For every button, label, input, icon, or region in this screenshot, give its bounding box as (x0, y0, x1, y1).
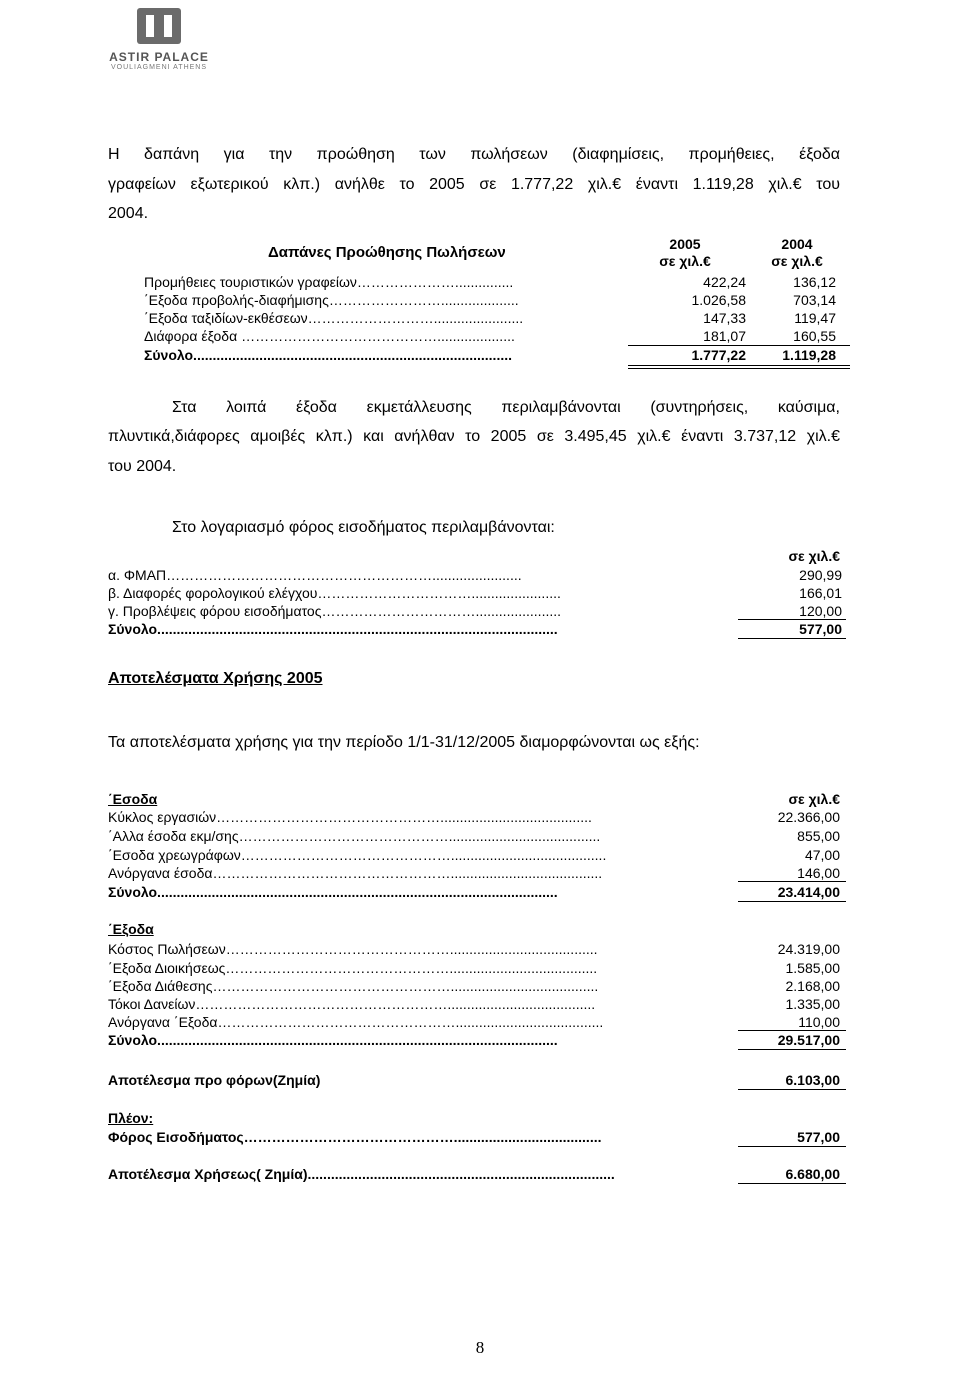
tax-row-label: β. Διαφορές φορολογικού ελέγχου……………………………....................... (108, 585, 561, 601)
tax-intro: Στο λογαριασμό φόρος εισοδήματος περιλαμβάνονται: (172, 519, 555, 536)
sales-row-value-2004: 703,14 (793, 292, 836, 308)
sales-row (144, 273, 844, 291)
other-expenses-line-3: του 2004. (108, 458, 177, 475)
income-unit: σε χιλ.€ (788, 791, 840, 807)
final-result-row (108, 1165, 840, 1183)
income-row (108, 846, 840, 864)
tax-row-value: 120,00 (799, 603, 842, 619)
sales-row (144, 309, 844, 327)
sales-row-value-2004: 136,12 (793, 274, 836, 290)
tax-row (108, 566, 842, 584)
incometax-row (108, 1128, 840, 1146)
sales-unit-2004: σε χιλ.€ (771, 253, 823, 269)
incometax-bottom-rule (738, 1146, 846, 1147)
sales-row (144, 291, 844, 309)
sales-total-value-2005: 1.777,22 (691, 347, 746, 363)
pretax-label: Αποτέλεσμα προ φόρων(Ζημία) (108, 1072, 321, 1088)
sales-row (144, 327, 844, 345)
tax-total-value: 577,00 (799, 621, 842, 637)
sales-total-label: Σύνολο.................................................................................. (144, 347, 513, 363)
expense-heading: ΄Εξοδα (108, 921, 154, 937)
sales-row-label: Προμήθειες τουριστικών γραφείων…………………............... (144, 274, 514, 290)
sales-unit-2005: σε χιλ.€ (659, 253, 711, 269)
income-total-label: Σύνολο....................................................................................................... (108, 884, 558, 900)
logo-emblem-icon (137, 8, 181, 44)
tax-total-bottom-rule (738, 638, 846, 639)
results-heading: Αποτελέσματα Χρήσης 2005 (108, 670, 323, 687)
tax-row (108, 584, 842, 602)
expense-total-bottom-rule (738, 1049, 846, 1050)
pretax-bottom-rule (738, 1089, 846, 1090)
income-total-top-rule (738, 881, 846, 882)
expense-row-value: 24.319,00 (777, 941, 840, 957)
expense-row-value: 110,00 (798, 1014, 840, 1030)
sales-year-2004: 2004 (781, 236, 813, 252)
sales-row-label: ΄Εξοδα ταξιδίων-εκθέσεων………………………....................... (144, 310, 524, 326)
expense-row (108, 977, 840, 995)
tax-row-value: 290,99 (799, 567, 842, 583)
sales-total-value-2004: 1.119,28 (782, 347, 836, 363)
expense-total-value: 29.517,00 (777, 1032, 840, 1048)
expense-row-label: Τόκοι Δανείων………………………………………………...................................... (108, 996, 596, 1012)
final-result-bottom-rule (738, 1183, 846, 1184)
income-row (108, 827, 840, 845)
incometax-label: Φόρος Εισοδήματος………………………………………...................................... (108, 1129, 602, 1145)
income-row-label: Κύκλος εργασιών…………………………………………....................................... (108, 809, 592, 825)
sales-row-value-2005: 181,07 (703, 328, 746, 344)
logo-name: ASTIR PALACE (109, 50, 209, 64)
sales-total-double-rule (628, 365, 850, 366)
sales-row-value-2005: 422,24 (703, 274, 746, 290)
income-row (108, 864, 840, 882)
income-row-value: 22.366,00 (777, 809, 840, 825)
income-heading: ΄Εσοδα (108, 791, 158, 807)
sales-row-value-2004: 119,47 (794, 310, 836, 326)
expense-row (108, 959, 840, 977)
sales-row-label: ΄Εξοδα προβολής-διαφήμισης…………………….................... (144, 292, 519, 308)
page-number: 8 (475, 1338, 485, 1357)
results-intro: Τα αποτελέσματα χρήσης για την περίοδο 1/1-31/12/2005 διαμορφώνονται ως εξής: (108, 734, 700, 751)
expense-row-label: Ανόργανα ΄Εξοδα……………………………………………...................................... (108, 1014, 604, 1030)
sales-year-2005: 2005 (669, 236, 701, 252)
pretax-value: 6.103,00 (785, 1072, 840, 1088)
tax-row-value: 166,01 (799, 585, 842, 601)
other-expenses-line-2: πλυντικά,διάφορες αμοιβές κλπ.) και ανήλθαν το 2005 σε 3.495,45 χιλ.€ έναντι 3.737,12 χιλ.€ (108, 428, 840, 445)
plus-heading: Πλέον: (108, 1110, 154, 1126)
expense-row-value: 1.585,00 (785, 960, 840, 976)
expense-row (108, 940, 840, 958)
income-row-label: ΄Εσοδα χρεωγράφων………………………………………........................................ (108, 847, 607, 863)
tax-row (108, 602, 842, 620)
incometax-value: 577,00 (797, 1129, 840, 1145)
intro-line-3: 2004. (108, 205, 149, 222)
expense-row (108, 995, 840, 1013)
logo-subtitle: VOULIAGMENI ATHENS (110, 64, 208, 71)
sales-total-double-rule (628, 368, 850, 369)
tax-row-label: γ. Προβλέψεις φόρου εισοδήματος……………………………...................... (108, 603, 562, 619)
tax-row-label: α. ΦΜΑΠ…………………………………………………....................... (108, 567, 522, 583)
hotel-logo (104, 8, 214, 71)
income-row-label: ΄Αλλα έσοδα εκμ/σης………………………………………....................................... (108, 828, 601, 844)
expense-total-label: Σύνολο....................................................................................................... (108, 1032, 558, 1048)
income-row-label: Ανόργανα έσοδα……………………………………………....................................... (108, 865, 603, 881)
income-row-value: 855,00 (797, 828, 840, 844)
income-row-value: 47,00 (804, 847, 840, 863)
tax-total-label: Σύνολο....................................................................................................... (108, 621, 558, 637)
sales-row-value-2005: 147,33 (703, 310, 746, 326)
income-row-value: 146,00 (797, 865, 840, 881)
sales-row-value-2004: 160,55 (793, 328, 836, 344)
intro-line-1: Η δαπάνη για την προώθηση των πωλήσεων (διαφημίσεις, προμήθειες, έξοδα (108, 146, 840, 163)
expense-row-label: ΄Εξοδα Διάθεσης……………………………………………...................................... (108, 978, 599, 994)
final-result-value: 6.680,00 (785, 1166, 840, 1182)
final-result-label: Αποτέλεσμα Χρήσεως( Ζημία)............................................................................... (108, 1166, 615, 1182)
expense-row-value: 2.168,00 (785, 978, 840, 994)
expense-row-label: Κόστος Πωλήσεων…………………………………………...................................... (108, 941, 598, 957)
income-total-bottom-rule (738, 901, 846, 902)
expense-total-row (108, 1031, 840, 1049)
pretax-row (108, 1071, 840, 1089)
intro-line-2: γραφείων εξωτερικού κλπ.) ανήλθε το 2005 σε 1.777,22 χιλ.€ έναντι 1.119,28 χιλ.€ του (108, 176, 840, 193)
sales-total-row (144, 346, 844, 364)
expense-row-value: 1.335,00 (785, 996, 840, 1012)
other-expenses-line-1: Στα λοιπά έξοδα εκμετάλλευσης περιλαμβάνονται (συντηρήσεις, καύσιμα, (172, 399, 840, 416)
expense-row (108, 1013, 840, 1031)
sales-row-value-2005: 1.026,58 (691, 292, 746, 308)
income-total-row (108, 883, 840, 901)
income-total-value: 23.414,00 (777, 884, 840, 900)
tax-unit: σε χιλ.€ (788, 548, 840, 564)
sales-row-label: Διάφορα έξοδα …………………………………….................... (144, 328, 515, 344)
tax-total-row (108, 620, 842, 638)
sales-table-title: Δαπάνες Προώθησης Πωλήσεων (268, 244, 506, 261)
expense-row-label: ΄Εξοδα Διοικήσεως…………………………………………...................................... (108, 960, 598, 976)
income-row (108, 808, 840, 826)
